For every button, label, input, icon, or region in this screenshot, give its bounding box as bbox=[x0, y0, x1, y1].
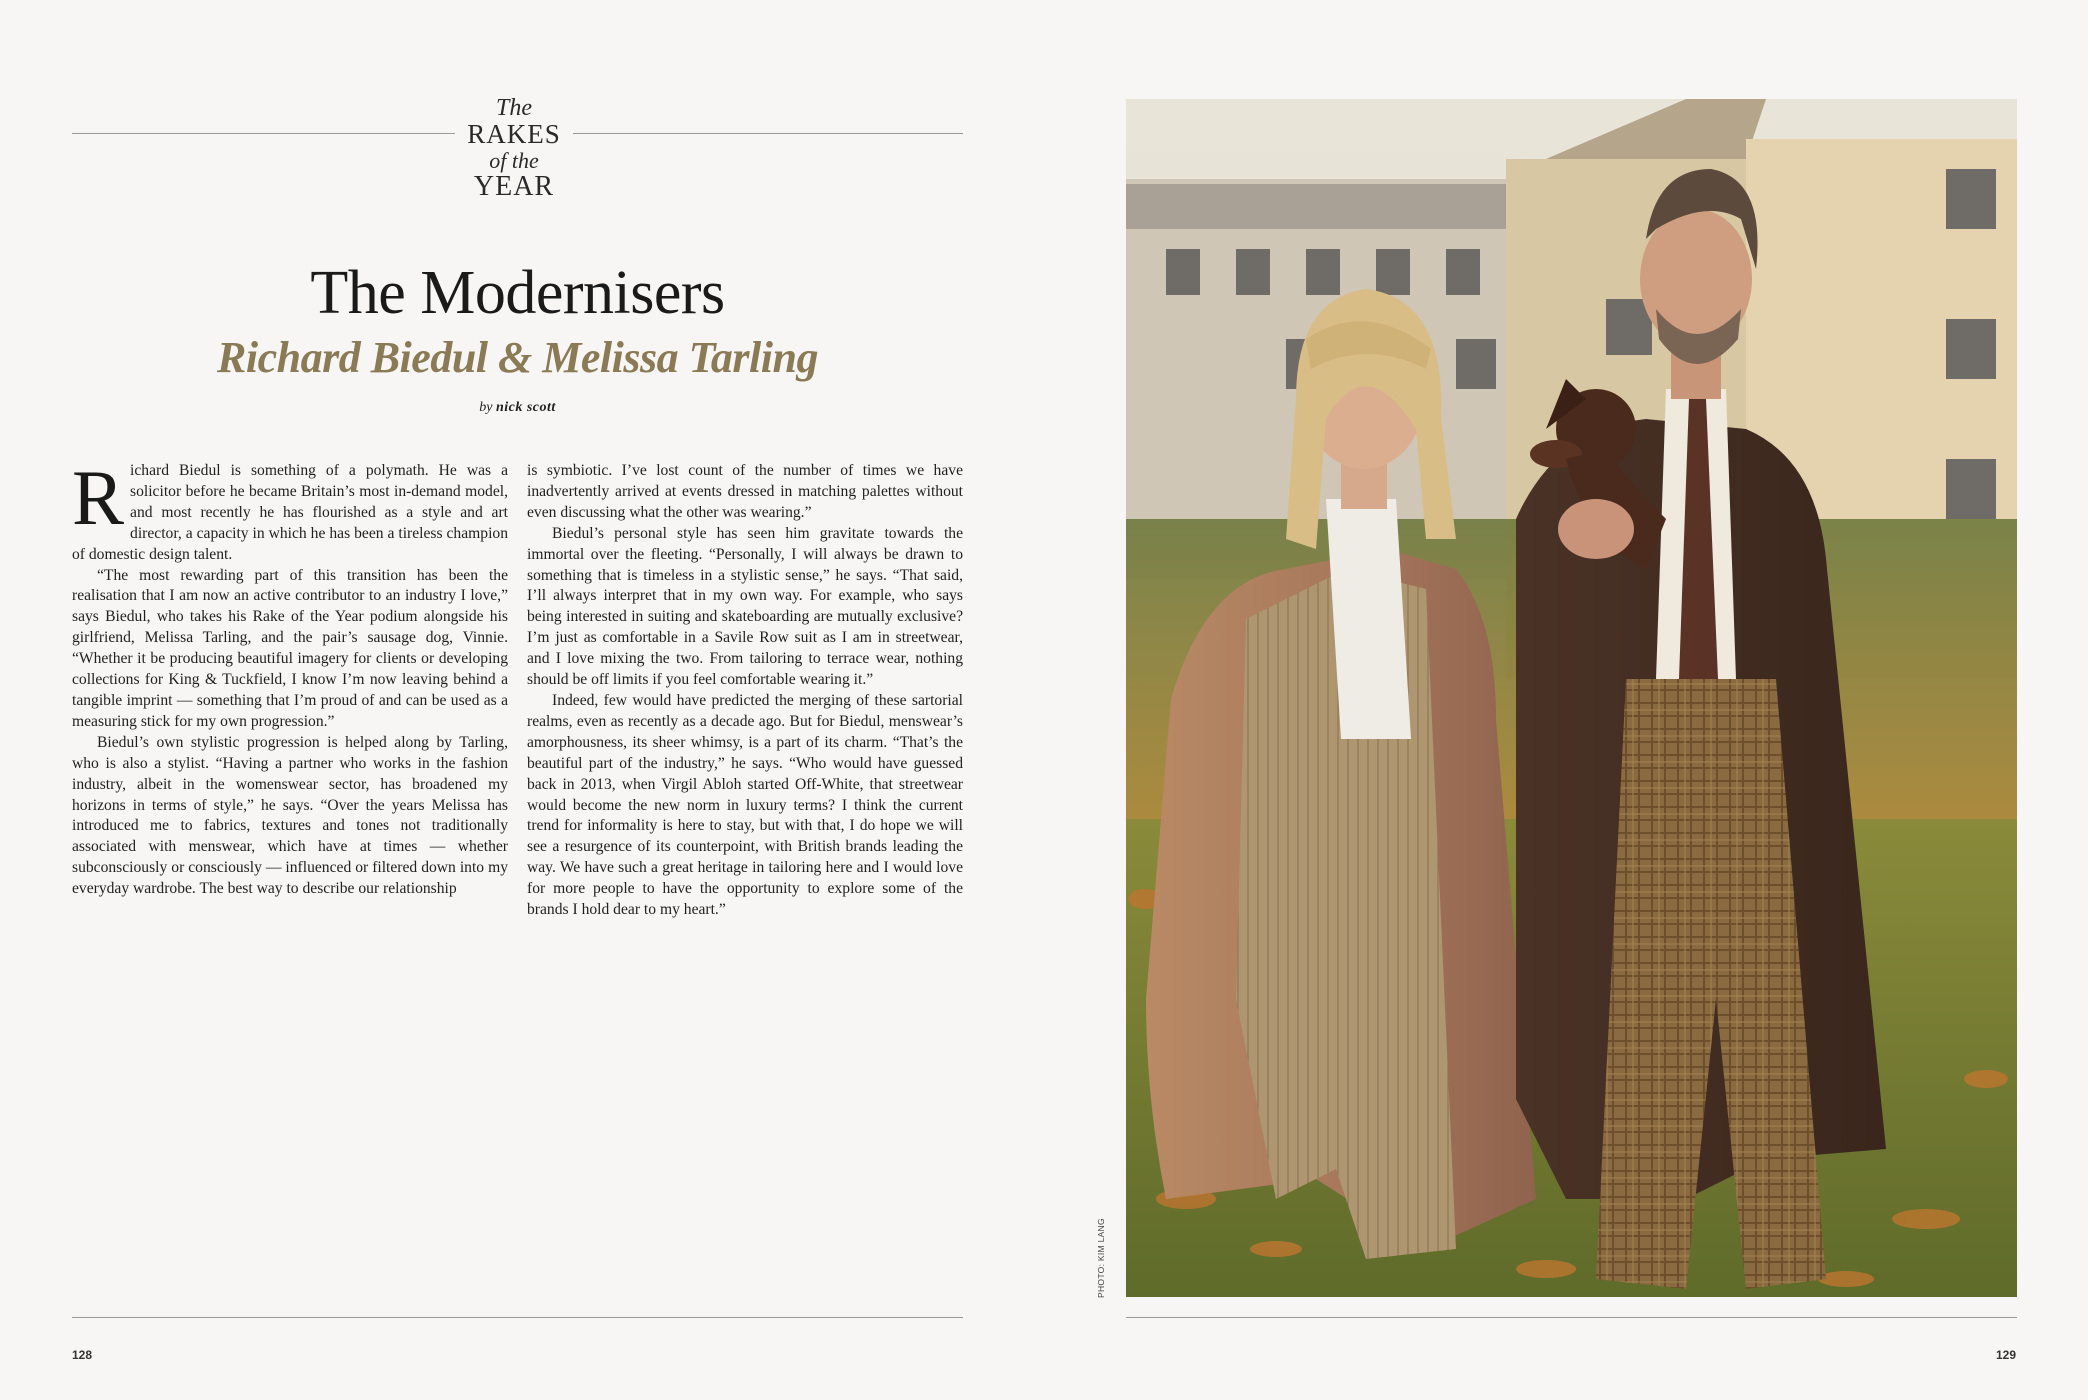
logo-of-the: of the bbox=[489, 148, 539, 173]
body-paragraph: is symbiotic. I’ve lost count of the number of times we have inadvertently arrived at events dressed in matching palettes without even discussing what the other was wearing.” bbox=[527, 462, 963, 521]
byline-author: nick scott bbox=[495, 400, 556, 415]
page-number-left: 128 bbox=[72, 1348, 93, 1362]
logo-rakes: RAKES bbox=[467, 119, 561, 149]
article-title: The Modernisers bbox=[310, 259, 725, 327]
logo-the: The bbox=[496, 95, 532, 121]
photo-credit: PHOTO: KIM LANG bbox=[1096, 1218, 1106, 1298]
byline-prefix: by bbox=[479, 400, 493, 415]
body-paragraph: Indeed, few would have predicted the merging of these sartorial realms, even as recently as a decade ago. But for Biedul, menswear’s amorphousness, its sheer whimsy, is a part of its charm. “That’s the beautiful part of the industry,” he says. “Who would have guessed back in 2013, when Virgil Abloh started Off-White, that streetwear would become the new norm in luxury terms? I think the current trend for informality is here to stay, but with that, I do hope we will see a resurgence of its counterpoint, with British brands leading the way. We have such a great heritage in tailoring here and I would love for more people to have the opportunity to explore some of the brands I hold dear to my heart.” bbox=[527, 691, 963, 919]
page-number-right: 129 bbox=[1996, 1348, 2017, 1362]
body-column-2 bbox=[527, 461, 963, 921]
logo-year: YEAR bbox=[473, 171, 555, 202]
body-paragraph-text: ichard Biedul is something of a polymath. He was a solicitor before he became Britain’s most in-demand model, and most recently he has flourished as a style and art director, a capacity in which he has been a tireless champion of domestic design talent. bbox=[72, 462, 508, 563]
footer-rule-right bbox=[1126, 1317, 2017, 1318]
portrait-photo bbox=[1126, 99, 2017, 1297]
article-subtitle: Richard Biedul & Melissa Tarling bbox=[217, 333, 818, 382]
header-rule-right bbox=[573, 133, 963, 134]
body-paragraph: Biedul’s own stylistic progression is helped along by Tarling, who is also a stylist. “Having a partner who works in the fashion industry, albeit in the womenswear sector, has broadened my horizons in terms of style,” he says. “Over the years Melissa has introduced me to fabrics, textures and tones not traditionally associated with menswear, which have at times — whether subconsciously or consciously — influenced or filtered down into my everyday wardrobe. The best way to describe our relationship bbox=[72, 733, 508, 898]
footer-rule-left bbox=[72, 1317, 963, 1318]
body-paragraph: “The most rewarding part of this transition has been the realisation that I am now an active contributor to an industry I love,” says Biedul, who takes his Rake of the Year podium alongside his girlfriend, Melissa Tarling, and the pair’s sausage dog, Vinnie. “Whether it be producing beautiful imagery for clients or developing collections for King & Tuckfield, I know I’m now leaving behind a tangible imprint — something that I’m proud of and can be used as a measuring stick for my own progression.” bbox=[72, 566, 508, 730]
body-column-1 bbox=[72, 454, 508, 900]
header-rule-left bbox=[72, 133, 455, 134]
body-paragraph: Biedul’s personal style has seen him gravitate towards the immortal over the fleeting. “Personally, I will always be drawn to something that is timeless in a stylistic sense,” he says. “That said, I’ll always interpret that in my own way. For example, who says being interested in suiting and skateboarding are mutually exclusive? I’m just as comfortable in a Savile Row suit as I am in streetwear, and I love mixing the two. From tailoring to terrace wear, nothing should be off limits if you feel comfortable wearing it.” bbox=[527, 524, 963, 689]
rakes-of-the-year-logo bbox=[455, 96, 573, 201]
drop-cap: R bbox=[72, 454, 125, 541]
body-paragraph bbox=[72, 454, 508, 566]
byline bbox=[72, 400, 963, 416]
